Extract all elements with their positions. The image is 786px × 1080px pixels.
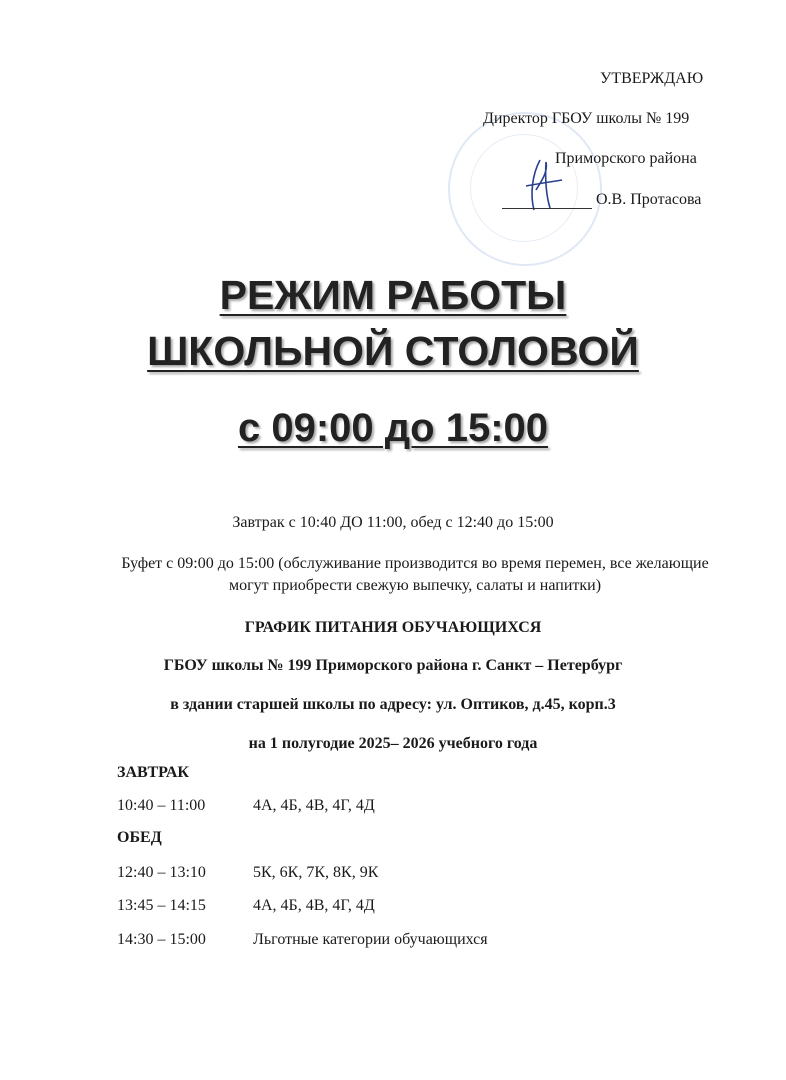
schedule-title: ГРАФИК ПИТАНИЯ ОБУЧАЮЩИХСЯ <box>244 619 542 636</box>
director-name: О.В. Протасова <box>596 191 702 208</box>
meals-hours: Завтрак с 10:40 ДО 11:00, обед с 12:40 до 15:00 <box>232 514 554 531</box>
schedule-row-time: 13:45 – 14:15 <box>117 897 206 914</box>
heading-line-2 <box>0 328 786 375</box>
schedule-row-classes: 4А, 4Б, 4В, 4Г, 4Д <box>253 897 375 914</box>
heading-line-1 <box>0 272 786 319</box>
signature-line <box>502 208 592 209</box>
schedule-row-time: 14:30 – 15:00 <box>117 931 206 948</box>
heading-hours <box>0 406 786 451</box>
schedule-row-classes: Льготные категории обучающихся <box>253 931 488 948</box>
heading-line-2-text: ШКОЛЬНОЙ СТОЛОВОЙ <box>147 328 639 374</box>
heading-line-1-text: РЕЖИМ РАБОТЫ <box>219 272 567 318</box>
director-title: Директор ГБОУ школы № 199 <box>483 110 690 127</box>
heading-hours-text: с 09:00 до 15:00 <box>237 406 549 450</box>
breakfast-label: ЗАВТРАК <box>117 764 190 781</box>
schedule-row-classes: 4А, 4Б, 4В, 4Г, 4Д <box>253 797 375 814</box>
approval-stamp-text: УТВЕРЖДАЮ <box>600 70 704 87</box>
district-name: Приморского района <box>555 150 697 167</box>
schedule-row-time: 12:40 – 13:10 <box>117 864 206 881</box>
schedule-row-classes: 5К, 6К, 7К, 8К, 9К <box>253 864 379 881</box>
school-address: в здании старшей школы по адресу: ул. Оптиков, д.45, корп.3 <box>170 696 616 713</box>
lunch-label: ОБЕД <box>117 829 162 846</box>
academic-period: на 1 полугодие 2025– 2026 учебного года <box>248 735 538 752</box>
school-name: ГБОУ школы № 199 Приморского района г. Санкт – Петербург <box>163 657 623 674</box>
buffet-hours: Буфет с 09:00 до 15:00 (обслуживание производится во время перемен, все желающие могут приобрести свежую выпечку, салаты и напитки) <box>121 555 709 594</box>
schedule-row-time: 10:40 – 11:00 <box>117 797 206 814</box>
